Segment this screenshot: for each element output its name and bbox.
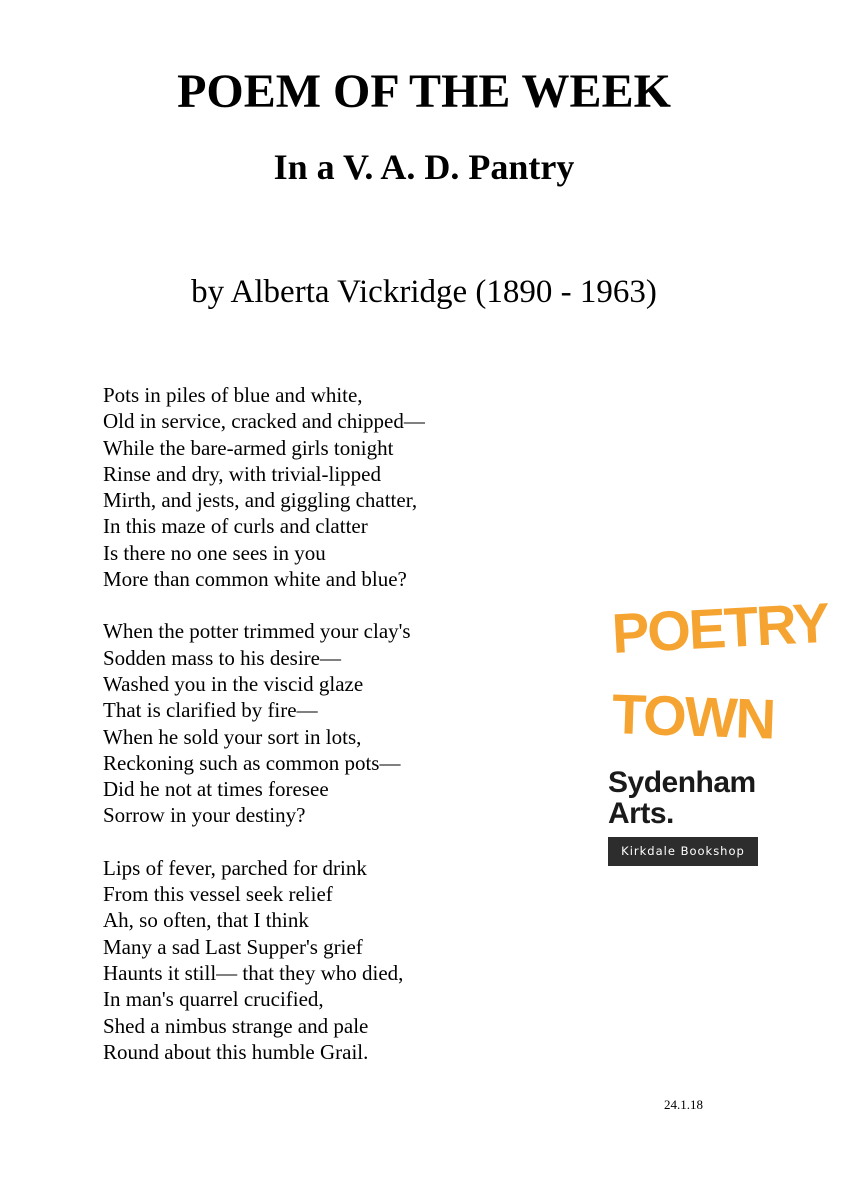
poem-line: Reckoning such as common pots— <box>103 750 401 775</box>
poem-line: That is clarified by fire— <box>103 698 318 723</box>
poem-line: Mirth, and jests, and giggling chatter, <box>103 488 418 513</box>
poem-line: More than common white and blue? <box>103 567 407 592</box>
poem-line: While the bare-armed girls tonight <box>103 435 394 460</box>
poem-byline: by Alberta Vickridge (1890 - 1963) <box>191 274 657 310</box>
poem-line: When the potter trimmed your clay's <box>103 619 411 644</box>
poem-line: In man's quarrel crucified, <box>103 987 324 1012</box>
page-title: POEM OF THE WEEK <box>177 65 671 118</box>
poem-line: Shed a nimbus strange and pale <box>103 1013 369 1038</box>
poem-line: Did he not at times foresee <box>103 777 329 802</box>
poem-line: Pots in piles of blue and white, <box>103 383 363 407</box>
poem-line: From this vessel seek relief <box>103 882 333 907</box>
poem-line: Haunts it still— that they who died, <box>103 960 404 985</box>
poem-line: Lips of fever, parched for drink <box>103 855 367 880</box>
poem-line: Rinse and dry, with trivial-lipped <box>103 461 382 486</box>
poem-line: Round about this humble Grail. <box>103 1039 369 1064</box>
logo-town-word: TOWN <box>610 682 776 751</box>
poem-line: Many a sad Last Supper's grief <box>103 934 363 959</box>
poetry-town-logo <box>606 590 830 868</box>
poem-line: Washed you in the viscid glaze <box>103 671 364 696</box>
poem-line: Is there no one sees in you <box>103 540 326 565</box>
logo-poetry-word: POETRY <box>610 590 830 665</box>
poem-stanza-1 <box>103 382 573 592</box>
logo-sydenham-word: Sydenham <box>608 766 756 799</box>
logo-arts-word: Arts. <box>608 797 674 830</box>
publication-date: 24.1.18 <box>664 1097 703 1112</box>
poem-line: Sodden mass to his desire— <box>103 645 341 670</box>
poem-line: Ah, so often, that I think <box>103 908 309 933</box>
poem-line: Old in service, cracked and chipped— <box>103 409 425 434</box>
poem-stanza-2 <box>103 618 573 828</box>
poem-line: Sorrow in your destiny? <box>103 803 306 828</box>
poem-line: When he sold your sort in lots, <box>103 724 362 749</box>
poem-line: In this maze of curls and clatter <box>103 514 368 539</box>
poem-body <box>103 382 573 1091</box>
kirkdale-bookshop-badge: Kirkdale Bookshop <box>608 837 758 866</box>
poem-title: In a V. A. D. Pantry <box>273 147 575 187</box>
poem-stanza-3 <box>103 855 573 1065</box>
